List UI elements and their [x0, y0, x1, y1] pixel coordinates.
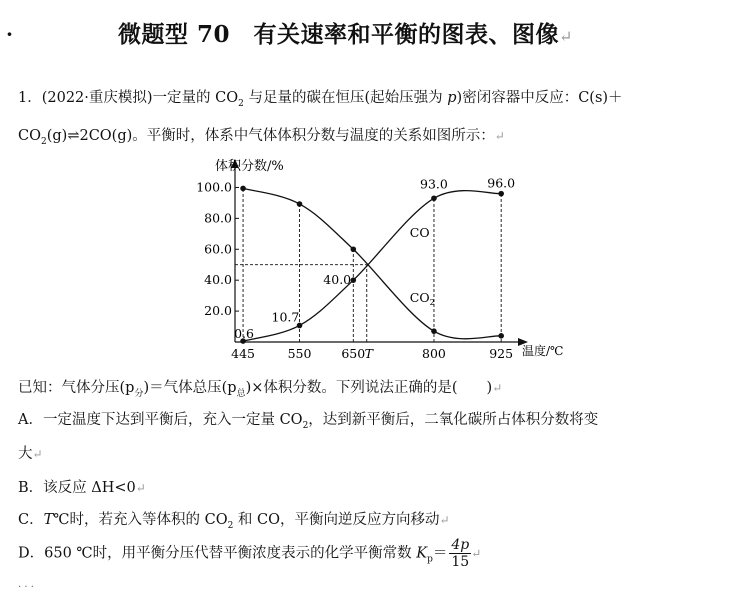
x-tick-label: 445 — [231, 346, 255, 361]
option-a-cont — [18, 442, 43, 463]
co-data-point — [431, 195, 437, 201]
q-text: C． — [18, 512, 44, 528]
q-text: ＝ — [432, 545, 448, 562]
q-text: ℃时，若充入等体积的 CO — [53, 512, 228, 528]
x-axis-label: 温度/℃ — [522, 344, 564, 358]
y-axis-label: 体积分数/% — [215, 159, 284, 174]
data-label: 96.0 — [487, 175, 516, 191]
option-a[interactable] — [18, 408, 598, 431]
paragraph-mark: ↵ — [492, 381, 503, 395]
x-tick-label: T — [364, 346, 373, 361]
q-var-p: p — [447, 90, 457, 106]
x-tick-label: 800 — [422, 346, 446, 361]
co2-data-point — [431, 328, 437, 334]
option-b[interactable] — [18, 476, 146, 497]
question-line-2 — [18, 124, 505, 147]
q-text: )×体积分数。下列说法正确的是( ) — [245, 380, 493, 396]
co2-data-point — [297, 201, 303, 207]
y-tick-label: 100.0 — [196, 179, 232, 195]
paragraph-mark: ↵ — [135, 481, 146, 495]
volume-fraction-chart — [180, 152, 564, 367]
paragraph-mark: ↵ — [439, 513, 450, 527]
co-data-point — [351, 277, 357, 283]
trailing-dots: · · · — [18, 582, 34, 593]
fraction-numerator: 4p — [451, 537, 470, 553]
q-sub: 2 — [40, 136, 47, 147]
q-sub: p — [427, 554, 433, 565]
q-text: 大 — [18, 446, 33, 462]
paragraph-mark: ↵ — [559, 27, 573, 46]
y-tick-label: 60.0 — [204, 241, 232, 257]
q-sub: 2 — [302, 420, 309, 431]
q-text: 与足量的碳在恒压(起始压强为 — [243, 90, 448, 106]
q-text: 已知：气体分压(p — [18, 380, 135, 396]
q-text: A．一定温度下达到平衡后，充入一定量 CO — [18, 412, 303, 428]
y-tick-label: 20.0 — [204, 303, 232, 319]
data-label: 10.7 — [271, 309, 300, 325]
q-text: ，达到新平衡后，二氧化碳所占体积分数将变 — [308, 412, 599, 428]
q-var-k: K — [416, 545, 428, 562]
q-text: D．650 ℃时，用平衡分压代替平衡浓度表示的化学平衡常数 — [18, 545, 417, 562]
q-var-t: T — [43, 512, 54, 528]
q-text: 1．(2022·重庆模拟)一定量的 CO — [18, 90, 239, 106]
q-sub: 总 — [236, 388, 246, 399]
series-label-co2-sub: 2 — [429, 297, 435, 307]
q-text: )＝气体总压(p — [143, 380, 237, 396]
x-tick-label: 650 — [341, 346, 366, 361]
data-label: 40.0 — [323, 272, 352, 288]
q-text: CO — [18, 128, 41, 144]
option-c[interactable] — [18, 508, 450, 531]
paragraph-mark: ↵ — [32, 447, 43, 461]
data-label: 0.6 — [234, 326, 254, 342]
q-sub: 分 — [134, 388, 144, 399]
co-data-point — [498, 191, 504, 197]
data-label: 93.0 — [420, 176, 448, 192]
co2-data-point — [240, 186, 246, 192]
series-label-co: CO — [409, 224, 430, 240]
q-text: <0 — [114, 480, 136, 496]
kp-fraction — [449, 538, 471, 569]
fraction-denominator: 15 — [451, 554, 470, 570]
y-tick-label: 80.0 — [204, 210, 232, 226]
paragraph-mark: ↵ — [494, 129, 505, 143]
x-tick-label: 550 — [287, 346, 312, 361]
q-text: )密闭容器中反应：C(s)＋ — [456, 90, 623, 106]
bullet-mark: · — [6, 22, 13, 46]
question-line-1 — [18, 86, 623, 109]
q-text: (g)⇌2CO(g)。平衡时，体系中气体体积分数与温度的关系如图所示： — [46, 128, 495, 144]
page-title — [118, 16, 573, 49]
series-label-co2: $CO_2$ — [409, 289, 435, 307]
q-sub: 2 — [227, 520, 234, 531]
known-line — [18, 376, 502, 399]
q-sub: 2 — [238, 98, 244, 109]
q-text: 和 CO，平衡向逆反应方向移动 — [233, 512, 440, 528]
title-text: 微题型 70 有关速率和平衡的图表、图像 — [118, 21, 560, 48]
option-d[interactable] — [18, 538, 481, 569]
co2-data-point — [498, 333, 504, 339]
q-text: B．该反应 ΔH — [18, 480, 115, 496]
paragraph-mark: ↵ — [471, 546, 482, 561]
x-tick-label: 925 — [489, 346, 514, 361]
co2-data-point — [351, 246, 357, 252]
y-tick-label: 40.0 — [204, 272, 232, 288]
